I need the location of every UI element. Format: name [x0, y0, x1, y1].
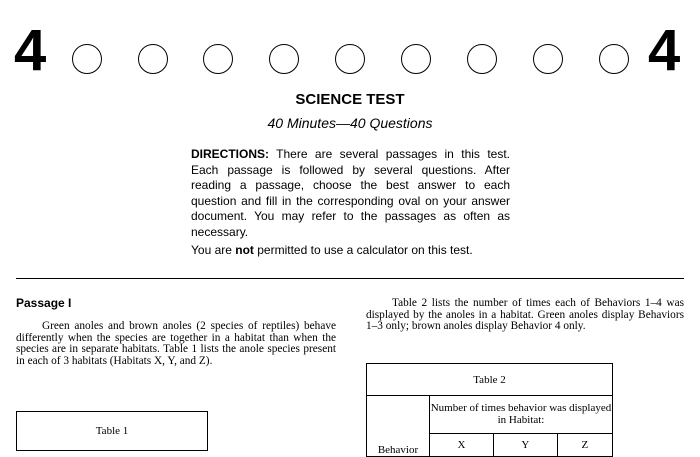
- decorative-oval: [533, 44, 563, 74]
- test-title: SCIENCE TEST: [295, 91, 405, 108]
- directions-label: DIRECTIONS:: [191, 147, 269, 161]
- table-2-column-header: Z: [557, 433, 612, 456]
- table-2: [366, 363, 613, 457]
- passage-title: Passage I: [16, 296, 72, 310]
- table-1: [16, 411, 208, 451]
- directions-block: [191, 147, 510, 240]
- passage-paragraph-1: Green anoles and brown anoles (2 species of reptiles) behave differently when the species are together in a habitat than when the species are in separate habitats. Table 1 lists the anole species present in each of 3 habitats (Habitats X, Y, and Z).: [16, 320, 336, 367]
- table-2-group-header: Number of times behavior was displayed in Habitat:: [430, 396, 613, 434]
- decorative-oval: [467, 44, 497, 74]
- section-number-left: 4: [14, 18, 47, 83]
- table-2-row-header: Behavior: [367, 396, 430, 457]
- table-2-column-header: X: [430, 433, 494, 456]
- calculator-note: [191, 243, 521, 258]
- table-2-caption: Table 2: [367, 364, 613, 396]
- table-1-caption: Table 1: [17, 412, 208, 451]
- section-divider: [16, 278, 684, 279]
- decorative-oval: [599, 44, 629, 74]
- passage-paragraph-2: Table 2 lists the number of times each of Behaviors 1–4 was displayed by the anoles in a habitat. Green anoles display Behaviors 1–3 only; brown anoles display Behavior 4 only.: [366, 297, 684, 332]
- calculator-note-emphasis: not: [235, 243, 254, 257]
- decorative-oval: [401, 44, 431, 74]
- decorative-oval: [138, 44, 168, 74]
- decorative-oval: [335, 44, 365, 74]
- decorative-oval: [72, 44, 102, 74]
- test-subtitle: 40 Minutes—40 Questions: [267, 115, 433, 131]
- table-2-column-header: Y: [493, 433, 557, 456]
- directions-text: There are several passages in this test. Each passage is followed by several questions. After reading a passage, choose the best answer to each question and fill in the corresponding oval on your answer document. You may refer to the passages as often as necessary.: [191, 147, 510, 239]
- decorative-oval: [269, 44, 299, 74]
- calculator-note-before: You are: [191, 243, 236, 257]
- calculator-note-after: permitted to use a calculator on this test.: [253, 243, 473, 257]
- section-number-right: 4: [648, 18, 681, 83]
- decorative-oval: [203, 44, 233, 74]
